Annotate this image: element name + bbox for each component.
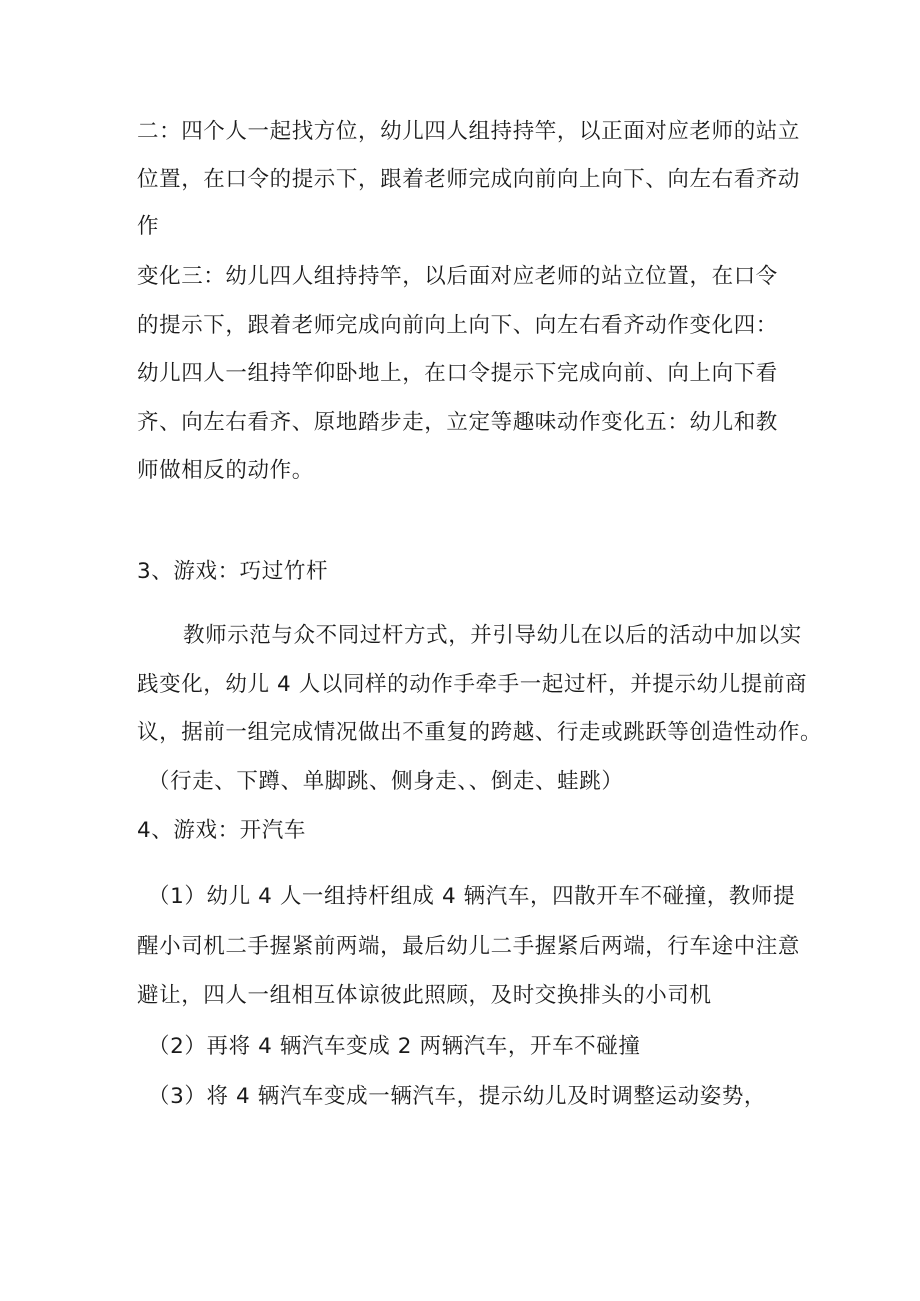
game3-heading: 3、游戏：巧过竹杆 [137,559,329,584]
game4-item1-line-3: 避让，四人一组相互体谅彼此照顾，及时交换排头的小司机 [137,983,712,1008]
section3-line-3: 幼儿四人一组持竿仰卧地上，在口令提示下完成向前、向上向下看 [137,361,778,386]
game3-line-2: 践变化，幼儿 4 人以同样的动作手牵手一起过杆，并提示幼儿提前商 [137,672,808,697]
game4-item-2: （2）再将 4 辆汽车变成 2 两辆汽车，开车不碰撞 [148,1034,641,1059]
game4-item-3: （3）将 4 辆汽车变成一辆汽车，提示幼儿及时调整运动姿势， [148,1084,767,1109]
section2-line-1: 二：四个人一起找方位，幼儿四人组持持竿，以正面对应老师的站立 [137,119,801,144]
section3-line-1: 变化三：幼儿四人组持持竿，以后面对应老师的站立位置，在口令 [137,264,778,289]
game4-item1-line-2: 醒小司机二手握紧前两端，最后幼儿二手握紧后两端，行车途中注意 [137,934,801,959]
game4-item1-line-1: （1）幼儿 4 人一组持杆组成 4 辆汽车，四散开车不碰撞，教师提 [148,884,796,909]
section2-line-2: 位置，在口令的提示下，跟着老师完成向前向上向下、向左右看齐动 [137,167,801,192]
game3-line-1: 教师示范与众不同过杆方式，并引导幼儿在以后的活动中加以实 [183,623,802,648]
section3-line-5: 师做相反的动作。 [137,458,314,483]
game3-line-4: （行走、下蹲、单脚跳、侧身走、、倒走、蛙跳） [148,769,624,794]
game4-heading: 4、游戏：开汽车 [137,818,306,843]
section2-line-3: 作 [137,214,160,239]
game3-line-3: 议，据前一组完成情况做出不重复的跨越、行走或跳跃等创造性动作。 [137,720,823,745]
section3-line-2: 的提示下，跟着老师完成向前向上向下、向左右看齐动作变化四： [137,313,778,338]
section3-line-4: 齐、向左右看齐、原地踏步走，立定等趣味动作变化五：幼儿和教 [137,410,778,435]
